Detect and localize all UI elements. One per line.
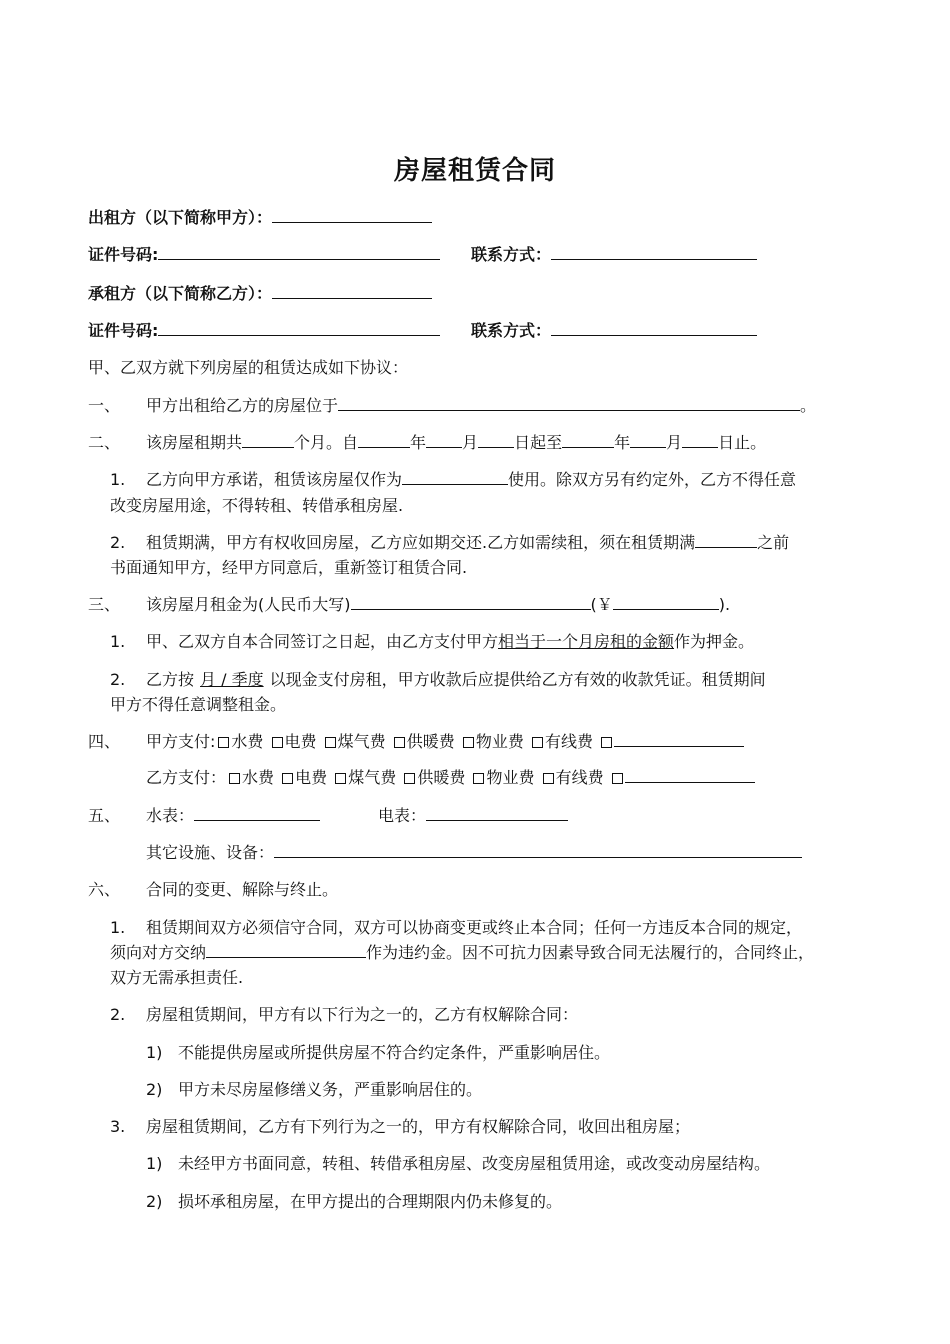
checkbox[interactable]	[543, 773, 554, 784]
rent-chinese-field[interactable]	[351, 594, 591, 610]
deposit-amount-underlined: 相当于一个月房租的金额	[498, 632, 675, 651]
lessee-contact-field[interactable]	[551, 320, 757, 336]
rent-number-suffix: ).	[718, 595, 731, 614]
water-fee-label: 水费	[242, 768, 275, 787]
rent-label: 该房屋月租金为(人民币大写)	[146, 595, 351, 614]
year-label: 年	[614, 433, 631, 452]
lessor-line	[88, 207, 432, 229]
power-meter-label: 电表：	[378, 806, 427, 825]
other-facilities-field[interactable]	[274, 842, 802, 858]
section-2-number: 二、	[88, 433, 121, 452]
s6-item-3-sub-1-number: 1)	[146, 1154, 163, 1173]
water-fee-label: 水费	[231, 732, 264, 751]
s6-item-3-text: 房屋租赁期间，乙方有下列行为之一的，甲方有权解除合同，收回出租房屋；	[146, 1117, 691, 1136]
s6-item-3-sub-1-text: 未经甲方书面同意，转租、转借承租房屋、改变房屋租赁用途，或改变动房屋结构。	[178, 1154, 771, 1173]
s6-item-2-text: 房屋租赁期间，甲方有以下行为之一的，乙方有权解除合同：	[146, 1005, 579, 1024]
months-from-label: 个月。自	[294, 433, 359, 452]
penalty-text: 作为违约金。因不可抗力因素导致合同无法履行的，合同终止，	[366, 943, 815, 962]
section-5-number: 五、	[88, 806, 121, 825]
checkbox[interactable]	[463, 737, 474, 748]
s6-item-1-line-1: 租赁期间双方必须信守合同，双方可以协商变更或终止本合同；任何一方违反本合同的规定，	[146, 918, 803, 937]
section-6-number: 六、	[88, 880, 121, 899]
start-month-field[interactable]	[426, 432, 462, 448]
lease-months-field[interactable]	[242, 432, 294, 448]
document-title: 房屋租赁合同	[393, 156, 556, 186]
lessor-name-field[interactable]	[272, 207, 432, 223]
s6-item-2-sub-1-text: 不能提供房屋或所提供房屋不符合约定条件，严重影响居住。	[178, 1043, 611, 1062]
lessee-id-label: 证件号码:	[88, 321, 159, 340]
electric-fee-label: 电费	[284, 732, 317, 751]
heating-fee-label: 供暖费	[406, 732, 455, 751]
s6-item-3-sub-2-text: 损坏承租房屋，在甲方提出的合理期限内仍未修复的。	[178, 1192, 563, 1211]
intro-text: 甲、乙双方就下列房屋的租赁达成如下协议：	[88, 358, 409, 377]
penalty-label: 须向对方交纳	[110, 943, 207, 962]
day-end-label: 日止。	[718, 433, 767, 452]
usage-purpose-field[interactable]	[402, 469, 508, 485]
s6-item-1-line-3: 双方无需承担责任.	[110, 968, 244, 987]
end-day-field[interactable]	[682, 432, 718, 448]
checkbox[interactable]	[612, 773, 623, 784]
penalty-field[interactable]	[206, 942, 366, 958]
power-meter-field[interactable]	[426, 805, 568, 821]
gas-fee-label: 煤气费	[337, 732, 386, 751]
checkbox[interactable]	[325, 737, 336, 748]
section-1-line	[146, 395, 816, 417]
s2-item-1-text: 乙方向甲方承诺，租赁该房屋仅作为	[146, 470, 403, 489]
s2-item-1-number: 1.	[110, 470, 126, 489]
rent-number-prefix: (￥	[590, 595, 613, 614]
s6-item-2-sub-2-text: 甲方未尽房屋修缮义务，严重影响居住的。	[178, 1080, 483, 1099]
deposit-text: 甲、乙双方自本合同签订之日起，由乙方支付甲方	[146, 632, 499, 651]
party-a-payments	[146, 731, 744, 753]
s6-item-3-number: 3.	[110, 1117, 126, 1136]
cable-fee-label: 有线费	[544, 732, 593, 751]
section-3-line	[146, 594, 730, 616]
checkbox[interactable]	[335, 773, 346, 784]
day-to-label: 日起至	[514, 433, 563, 452]
s3-item-2-line-2: 甲方不得任意调整租金。	[110, 695, 287, 714]
property-fee-label: 物业费	[486, 768, 535, 787]
s6-item-1-line-2	[110, 942, 814, 964]
section-3-number: 三、	[88, 595, 121, 614]
s2-item-2-text: 租赁期满，甲方有权收回房屋，乙方应如期交还.乙方如需续租，须在租赁期满	[146, 533, 696, 552]
s2-item-2-line-1	[146, 532, 789, 554]
payment-period-underlined: 月 / 季度	[200, 670, 264, 689]
s6-item-2-number: 2.	[110, 1005, 126, 1024]
payment-text: 乙方按	[146, 670, 195, 689]
s6-item-1-number: 1.	[110, 918, 126, 937]
deposit-text-2: 作为押金。	[674, 632, 755, 651]
s3-item-1-number: 1.	[110, 632, 126, 651]
lessor-id-field[interactable]	[158, 244, 440, 260]
checkbox[interactable]	[282, 773, 293, 784]
checkbox[interactable]	[272, 737, 283, 748]
party-b-label: 乙方支付：	[146, 768, 227, 787]
lessee-name-field[interactable]	[272, 283, 432, 299]
s3-item-1-line	[146, 631, 754, 653]
checkbox[interactable]	[473, 773, 484, 784]
section-1-text: 甲方出租给乙方的房屋位于	[146, 396, 339, 415]
lessor-contact-label: 联系方式：	[471, 245, 552, 264]
lessor-label: 出租方（以下简称甲方）：	[88, 208, 273, 227]
checkbox[interactable]	[532, 737, 543, 748]
s6-item-2-sub-1-number: 1)	[146, 1043, 163, 1062]
heating-fee-label: 供暖费	[417, 768, 466, 787]
s6-item-2-sub-2-number: 2)	[146, 1080, 163, 1099]
electric-fee-label: 电费	[295, 768, 328, 787]
s3-item-2-number: 2.	[110, 670, 126, 689]
renewal-notice-field[interactable]	[695, 532, 757, 548]
s2-item-1-text-2: 使用。除双方另有约定外，乙方不得任意	[508, 470, 797, 489]
s2-item-1-line-2: 改变房屋用途，不得转租、转借承租房屋.	[110, 496, 404, 515]
s2-item-2-number: 2.	[110, 533, 126, 552]
section-4-number: 四、	[88, 732, 121, 751]
lessee-label: 承租方（以下简称乙方）：	[88, 284, 273, 303]
checkbox[interactable]	[218, 737, 229, 748]
lessee-id-line	[88, 320, 440, 342]
water-meter-field[interactable]	[194, 805, 320, 821]
payment-text-2: 以现金支付房租，甲方收款后应提供给乙方有效的收款凭证。租赁期间	[269, 670, 766, 689]
section-6-title: 合同的变更、解除与终止。	[146, 880, 339, 899]
party-a-label: 甲方支付:	[146, 732, 216, 751]
s6-item-3-sub-2-number: 2)	[146, 1192, 163, 1211]
other-facilities-label: 其它设施、设备：	[146, 843, 275, 862]
s2-item-2-text-2: 之前	[757, 533, 790, 552]
checkbox[interactable]	[229, 773, 240, 784]
lessor-contact-field[interactable]	[551, 244, 757, 260]
s2-item-2-line-2: 书面通知甲方，经甲方同意后，重新签订租赁合同.	[110, 558, 468, 577]
lessee-line	[88, 283, 432, 305]
water-meter-label: 水表：	[146, 806, 195, 825]
section-2-line	[146, 432, 766, 454]
s3-item-2-line-1	[146, 669, 766, 691]
rent-number-field[interactable]	[613, 594, 719, 610]
water-meter-line	[146, 805, 320, 827]
lessor-id-label: 证件号码:	[88, 245, 159, 264]
lessee-id-field[interactable]	[158, 320, 440, 336]
lessor-id-line	[88, 244, 440, 266]
checkbox[interactable]	[394, 737, 405, 748]
lessor-contact-line	[471, 244, 757, 266]
month-label: 月	[462, 433, 479, 452]
lessee-contact-line	[471, 320, 757, 342]
lessee-contact-label: 联系方式：	[471, 321, 552, 340]
other-facilities-line	[146, 842, 802, 864]
end-month-field[interactable]	[630, 432, 666, 448]
property-fee-label: 物业费	[475, 732, 524, 751]
other-fee-field[interactable]	[614, 731, 744, 747]
checkbox[interactable]	[404, 773, 415, 784]
start-year-field[interactable]	[358, 432, 410, 448]
gas-fee-label: 煤气费	[348, 768, 397, 787]
cable-fee-label: 有线费	[555, 768, 604, 787]
end-year-field[interactable]	[562, 432, 614, 448]
checkbox[interactable]	[601, 737, 612, 748]
section-1-number: 一、	[88, 396, 121, 415]
house-location-field[interactable]	[338, 395, 800, 411]
year-label: 年	[410, 433, 427, 452]
lease-term-label: 该房屋租期共	[146, 433, 243, 452]
power-meter-line	[378, 805, 568, 827]
section-1-end: 。	[800, 396, 817, 415]
month-label: 月	[666, 433, 683, 452]
party-b-payments	[146, 767, 755, 789]
start-day-field[interactable]	[478, 432, 514, 448]
other-fee-field[interactable]	[625, 767, 755, 783]
s2-item-1-line-1	[146, 469, 796, 491]
